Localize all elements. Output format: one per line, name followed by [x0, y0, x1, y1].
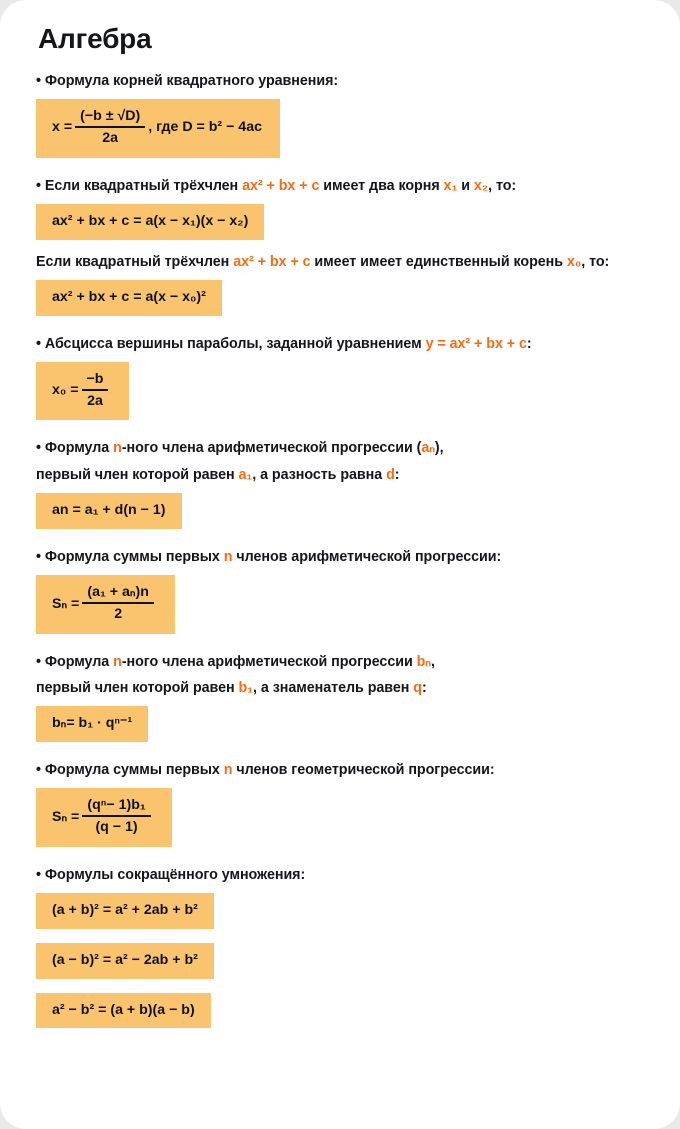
caption-prefix: первый член которой равен [36, 466, 239, 483]
section-parabola-vertex [36, 334, 646, 435]
abbreviated-multiplication-formula-row-3 [36, 993, 646, 1043]
page-title: Алгебра [38, 23, 152, 54]
caption-suffix: ), [434, 440, 444, 457]
fraction-denominator: (q − 1) [95, 819, 138, 836]
arithmetic-nth-term-caption-line-1 [36, 438, 646, 458]
geometric-nth-term-caption-line-2 [36, 678, 646, 698]
section-trinomial-one-root [36, 252, 646, 330]
caption-suffix: , [430, 653, 435, 670]
caption-highlight-expression: ax² + bx + c [233, 253, 311, 270]
geometric-sum-formula-row [36, 788, 646, 861]
quadratic-roots-formula-row [36, 99, 646, 172]
caption-highlight-n: n [223, 761, 233, 778]
formula-tail: , где D = b² − 4ac [148, 119, 262, 136]
caption-suffix: : [394, 466, 400, 483]
arithmetic-sum-formula-row [36, 575, 646, 648]
caption-suffix: , то: [488, 177, 517, 194]
square-of-difference-formula: (a − b)² = a² − 2ab + b² [36, 943, 214, 979]
trinomial-two-roots-formula: ax² + bx + c = a(x − x₁)(x − x₂) [36, 204, 264, 240]
geometric-nth-term-caption-line-1 [36, 652, 646, 672]
arithmetic-sum-formula [36, 575, 175, 634]
caption-highlight-an: aₙ [421, 440, 435, 457]
caption-middle: имеет два корня [319, 177, 444, 194]
caption-prefix: • Формула суммы первых [36, 548, 224, 565]
section-abbreviated-multiplication [36, 865, 646, 1043]
fraction-numerator: (qⁿ− 1)b₁ [82, 797, 150, 817]
section-geometric-nth-term [36, 652, 646, 756]
caption-prefix: • Если квадратный трёхчлен [36, 177, 243, 194]
caption-suffix: , то: [581, 253, 610, 270]
trinomial-one-root-formula: ax² + bx + c = a(x − x₀)² [36, 280, 222, 316]
caption-highlight-d: d [386, 466, 395, 483]
formula-lead: Sₙ = [52, 808, 80, 825]
caption-highlight-a1: a₁ [238, 466, 253, 483]
caption-middle: имеет имеет единственный корень [310, 253, 567, 270]
trinomial-two-roots-caption [36, 176, 646, 196]
fraction-denominator: 2 [114, 605, 123, 622]
formula-lead: x = [52, 119, 73, 136]
geometric-sum-caption [36, 760, 646, 780]
trinomial-two-roots-formula-row [36, 204, 646, 254]
geometric-sum-formula [36, 788, 172, 847]
fraction [82, 584, 154, 623]
caption-prefix: • Формула [36, 653, 114, 670]
abbreviated-multiplication-caption: • Формулы сокращённого умножения: [36, 866, 306, 883]
caption-middle: , а знаменатель равен [253, 679, 414, 696]
section-arithmetic-sum [36, 547, 646, 648]
trinomial-one-root-caption [36, 252, 646, 272]
fraction-numerator: −b [82, 371, 109, 391]
abbreviated-multiplication-formula-row-1 [36, 893, 646, 943]
caption-highlight-n: n [113, 653, 122, 670]
section-trinomial-two-roots [36, 176, 646, 254]
arithmetic-nth-term-formula: an = a₁ + d(n − 1) [36, 493, 182, 529]
caption-highlight-n: n [223, 548, 233, 565]
caption-highlight-n: n [113, 440, 122, 457]
fraction [82, 371, 109, 410]
difference-of-squares-formula: a² − b² = (a + b)(a − b) [36, 993, 211, 1029]
geometric-nth-term-formula: bₙ= b₁ · qⁿ⁻¹ [36, 706, 148, 742]
formula-lead: Sₙ = [52, 595, 80, 612]
arithmetic-nth-term-caption-line-2 [36, 465, 646, 485]
section-arithmetic-nth-term [36, 438, 646, 542]
caption-suffix: : [421, 679, 427, 696]
caption-middle-2: и [457, 177, 474, 194]
abbreviated-multiplication-formula-row-2 [36, 943, 646, 993]
parabola-vertex-formula [36, 362, 129, 421]
fraction [75, 108, 145, 147]
caption-suffix: : [526, 335, 532, 352]
caption-prefix: Если квадратный трёхчлен [36, 253, 234, 270]
caption-highlight-expression: ax² + bx + c [242, 177, 320, 194]
arithmetic-sum-caption [36, 547, 646, 567]
fraction-numerator: (−b ± √D) [75, 108, 145, 128]
parabola-vertex-formula-row [36, 362, 646, 435]
geometric-nth-term-formula-row [36, 706, 646, 756]
fraction-numerator: (a₁ + aₙ)n [82, 584, 154, 604]
trinomial-one-root-formula-row [36, 280, 646, 330]
caption-prefix: • Формула суммы первых [36, 761, 224, 778]
parabola-vertex-caption [36, 334, 646, 354]
caption-prefix: • Абсцисса вершины параболы, заданной уравнением [36, 335, 426, 352]
caption-suffix: членов арифметической прогрессии: [232, 548, 502, 565]
quadratic-roots-caption: • Формула корней квадратного уравнения: [36, 72, 339, 89]
caption-middle: -ного члена арифметической прогрессии ( [121, 440, 422, 457]
caption-highlight-q: q [413, 679, 422, 696]
fraction-denominator: 2a [102, 129, 119, 146]
caption-highlight-x1: x₁ [443, 177, 458, 194]
caption-middle: , а разность равна [252, 466, 387, 483]
caption-highlight-bn: bₙ [416, 653, 431, 670]
quadratic-roots-formula [36, 99, 280, 158]
caption-prefix: • Формула [36, 440, 114, 457]
caption-highlight-b1: b₁ [238, 679, 254, 696]
formula-lead: x₀ = [52, 382, 79, 399]
section-geometric-sum [36, 760, 646, 861]
fraction-denominator: 2a [87, 392, 103, 409]
caption-middle: -ного члена арифметической прогрессии [121, 653, 417, 670]
caption-highlight-x0: x₀ [566, 253, 582, 270]
fraction [82, 797, 150, 836]
caption-highlight-equation: y = ax² + bx + c [425, 335, 527, 352]
section-quadratic-roots [36, 71, 646, 172]
caption-highlight-x2: x₂ [473, 177, 489, 194]
caption-suffix: членов геометрической прогрессии: [232, 761, 495, 778]
arithmetic-nth-term-formula-row [36, 493, 646, 543]
square-of-sum-formula: (a + b)² = a² + 2ab + b² [36, 893, 214, 929]
caption-prefix: первый член которой равен [36, 679, 239, 696]
